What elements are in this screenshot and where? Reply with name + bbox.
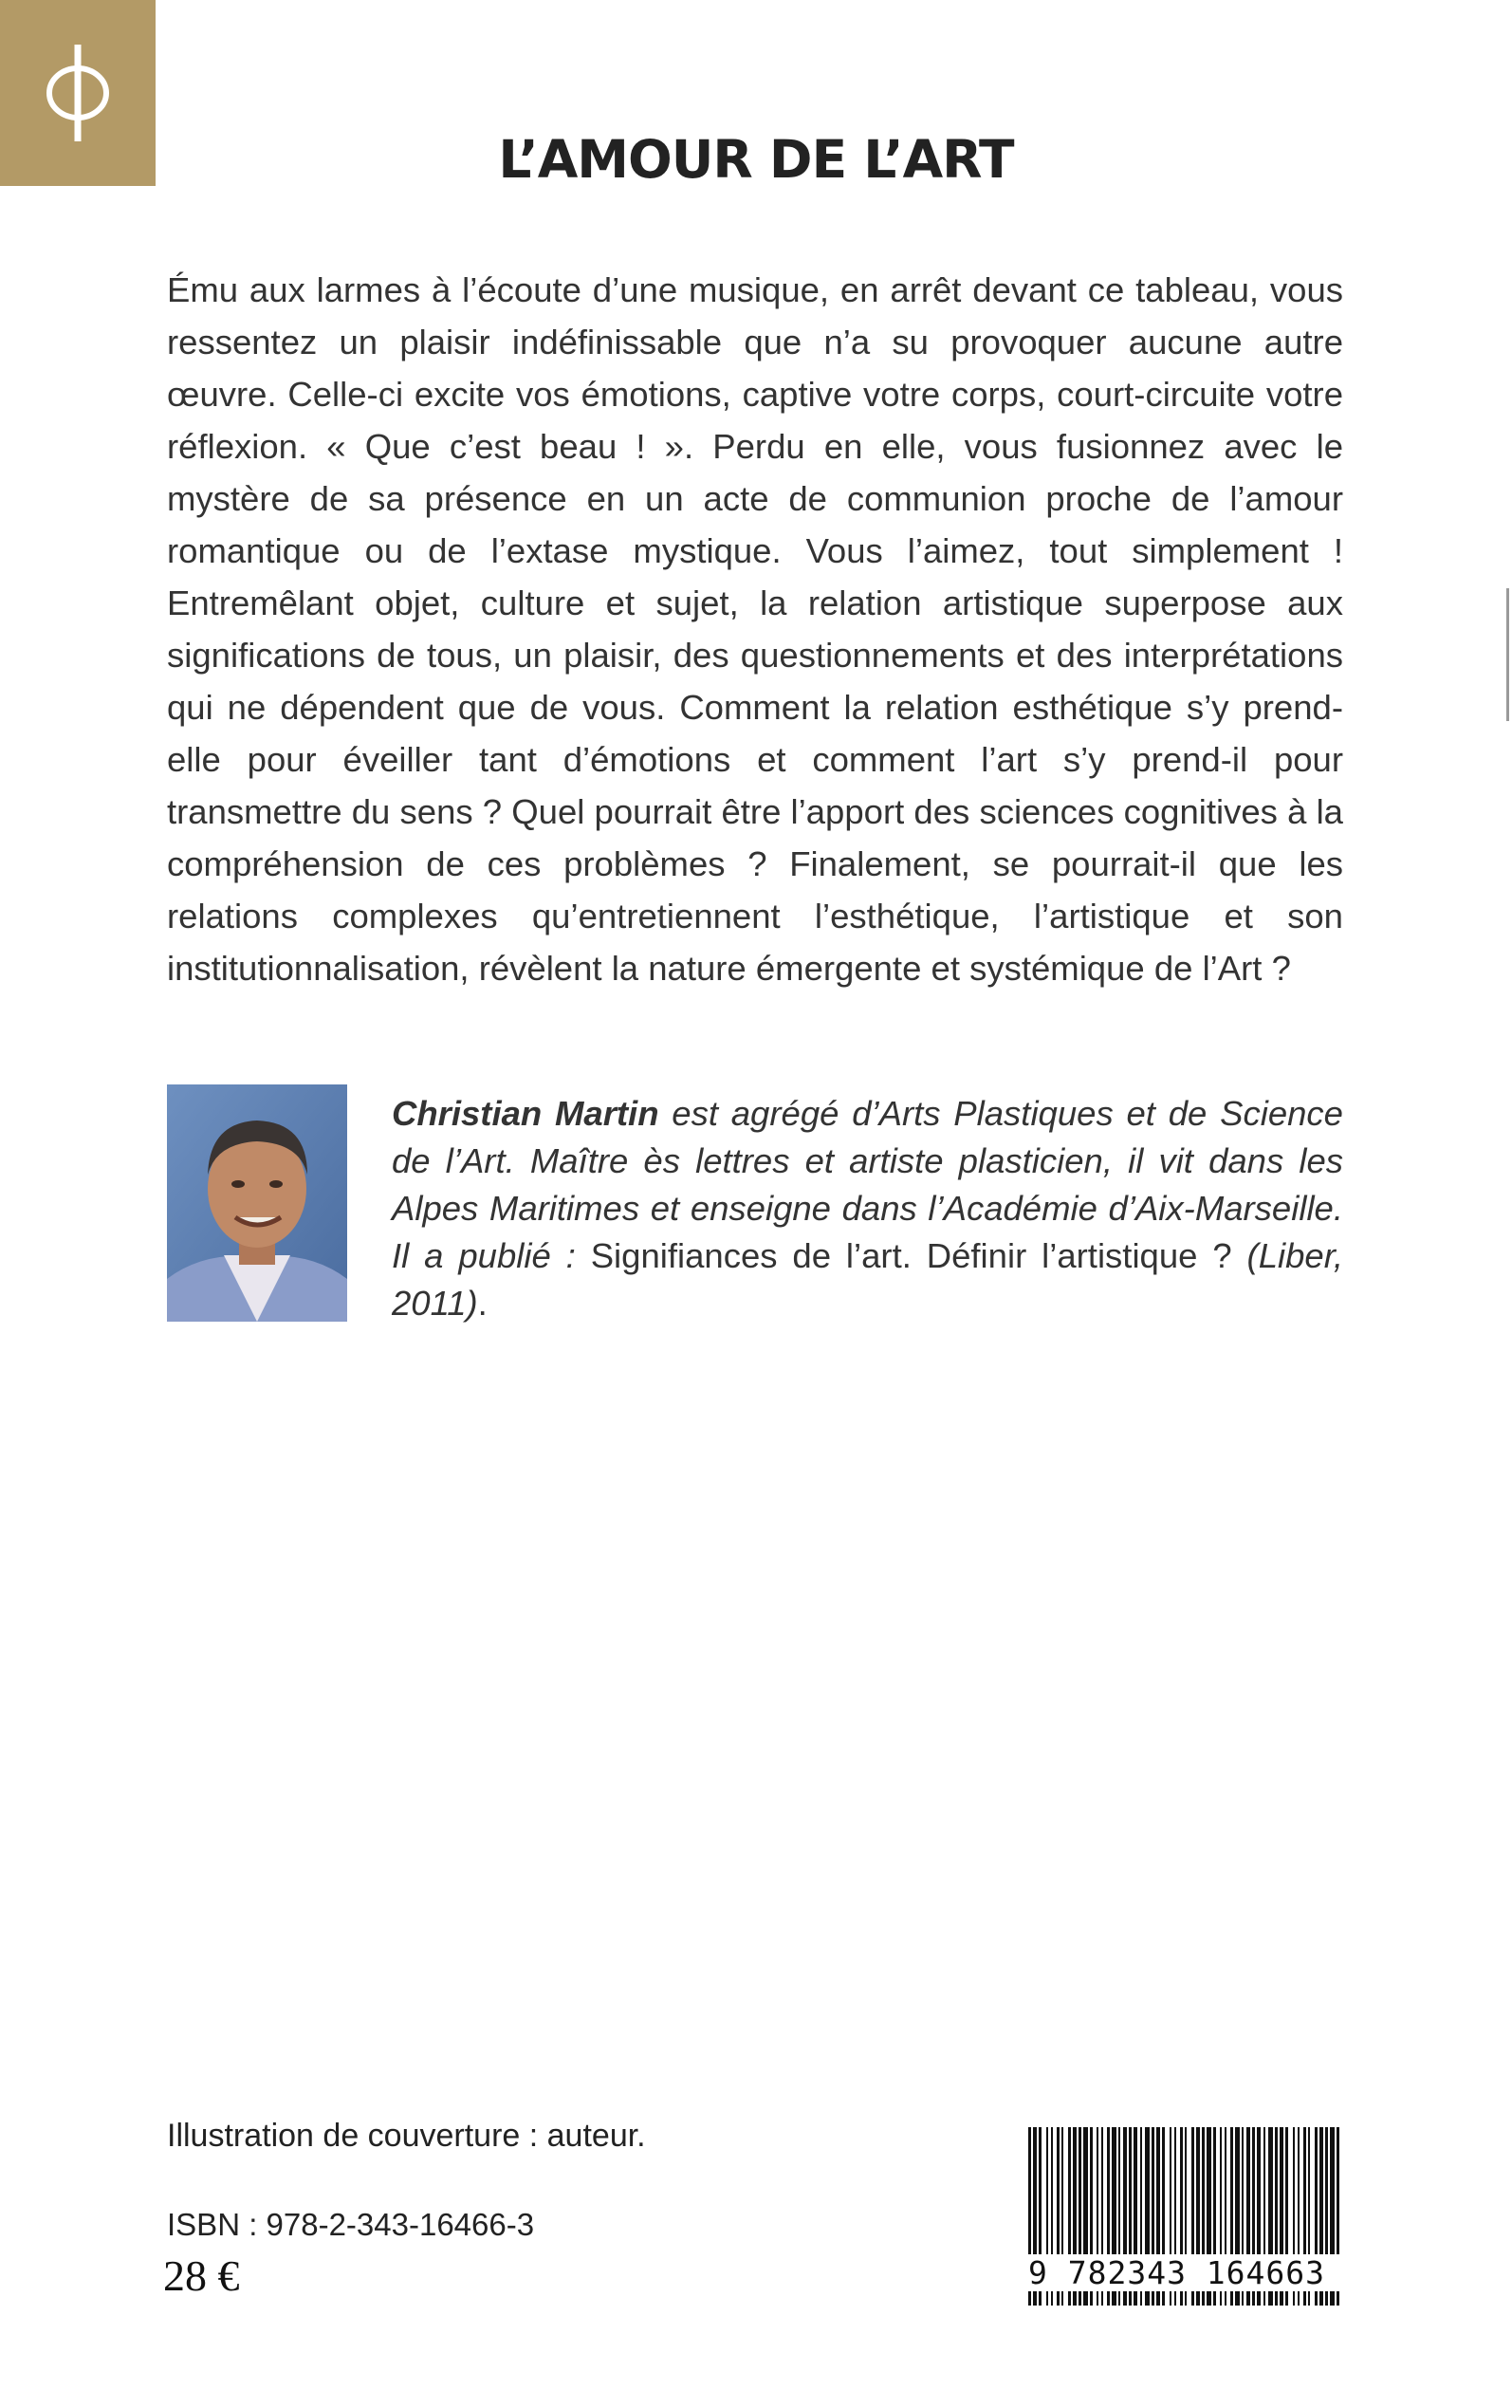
edge-mark (1506, 588, 1509, 721)
author-bio-text: est agrégé d’Arts Plastiques et de Science de l’Art. Maître ès lettres et artiste plasticien, il vit dans les Alpes Maritimes et enseigne dans l’Académie d’Aix-Marseille. Il a publié : (392, 1094, 1343, 1275)
back-cover-blurb: Ému aux larmes à l’écoute d’une musique, en arrêt devant ce tableau, vous ressentez un plaisir indéfinissable que n’a su provoquer aucune autre œuvre. Celle-ci excite vos émotions, captive votre corps, court-circuite votre réflexion. « Que c’est beau ! ». Perdu en elle, vous fusionnez avec le mystère de sa présence en un acte de communion proche de l’amour romantique ou de l’extase mystique. Vous l’aimez, tout simplement ! Entremêlant objet, culture et sujet, la relation artistique superpose aux significations de tous, un plaisir, des questionnements et des interprétations qui ne dépendent que de vous. Comment la relation esthétique s’y prend-elle pour éveiller tant d’émotions et comment l’art s’y prend-il pour transmettre du sens ? Quel pourrait être l’apport des sciences cognitives à la compréhension de ces problèmes ? Finalement, se pourrait-il que les relations complexes qu’entretiennent l’esthétique, l’artistique et son institutionnalisation, révèlent la nature émergente et systémique de l’Art ? (167, 270, 1343, 988)
book-title: L’AMOUR DE L’ART (498, 129, 1014, 190)
author-book-publication: (Liber, 2011) (392, 1236, 1343, 1323)
author-portrait-image (167, 1084, 347, 1322)
isbn: ISBN : 978-2-343-16466-3 (167, 2207, 535, 2242)
author-name: Christian Martin (392, 1094, 659, 1133)
author-photo (167, 1084, 347, 1322)
barcode-digits: 9 782343 164663 (1028, 2254, 1341, 2291)
cover-illustration-credit: Illustration de couverture : auteur. (167, 2118, 646, 2154)
author-book-title: Signifiances de l’art. Définir l’artistique ? (590, 1236, 1247, 1275)
author-bio-end: . (477, 1284, 488, 1323)
price: 28 € (163, 2251, 240, 2300)
author-biography (392, 1090, 1343, 1327)
